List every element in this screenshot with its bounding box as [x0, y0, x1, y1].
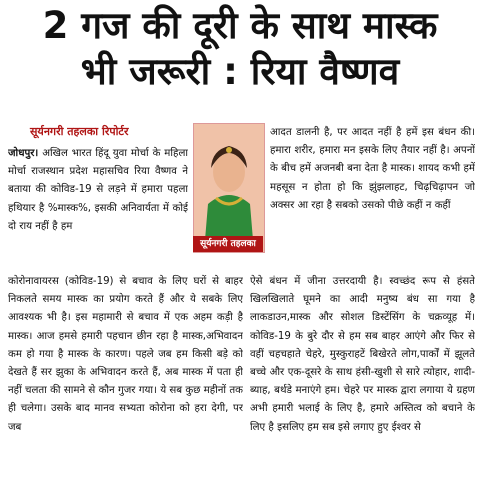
article-text-right: ऐसे बंधन में जीना उत्तरदायी है। स्वच्छंद रूप से हंसते खिलखिलाते घूमने का आदी मनुष्य बंध सा गया है लाकडाउन,मास्क और सोशल डिस्टेंसिंग के चक्रव्यूह में। कोविड-19 के बुरे दौर से हम सब बाहर आएंगे और फिर से वहीं चहचहाते चेहरे, मुस्कुराहटें बिखेरते लोग,पार्कों में झूलते बच्चे और एक-दूसरे के साथ हंसी-खुशी से सारे त्योहार, शादी-ब्याह, बर्थडे मनाएंगे हम। चेहरे पर मास्क द्वारा लगाया ये ग्रहण अभी हमारी भलाई के लिए है, हमारे अस्तित्व को बचाने के लिए है इसलिए हम सब इसे लगाए हुए ईश्वर से: [250, 276, 475, 433]
article-column-left: [8, 273, 243, 473]
photo-caption: सूर्यनगरी तहलका: [193, 236, 263, 252]
headline-line-1: 2 गज की दूरी के साथ मास्क: [42, 4, 438, 47]
dateline: जोधपुर।: [8, 148, 39, 159]
article-text-left: कोरोनावायरस (कोविड-19) से बचाव के लिए घरों से बाहर निकलते समय मास्क का प्रयोग करते हैं और ये सबके लिए आवश्यक भी है। इस महामारी से बचाव में एक अहम कड़ी है मास्क। आज हमसे हमारी पहचान छीन रहा है मास्क,अभिवादन कम हो गया है मास्क के कारण। पहले जब हम किसी बड़े को देखते हैं सर झुका के अभिवादन करते हैं, अब मास्क में पता ही नहीं चलता की सामने से कौन गुजर गया। ये सब कुछ महीनों तक ही चलेगा। उसके बाद मानव सभ्यता कोरोना को हरा देगी, पर जब: [8, 276, 243, 433]
article-column-right-top: [270, 124, 475, 272]
article-column-right: [250, 273, 475, 473]
article-column-left-top: [8, 145, 188, 273]
portrait-illustration: [194, 124, 264, 252]
article-text-right-top: आदत डालनी है, पर आदत नहीं है हमें इस बंधन की। हमारा शरीर, हमारा मन इसके लिए तैयार नहीं है। अपनों के बीच हमें अजनबी बना देता है मास्क। शायद कभी हमें महसूस न होता हो कि झुंझलाहट, चिढ़चिढ़ापन जो अक्सर आ रहा है सबको उसको पीछे कहीं न कहीं: [270, 127, 475, 211]
byline: सूर्यनगरी तहलका रिपोर्टर: [30, 125, 129, 138]
portrait-photo: [193, 123, 265, 253]
article-text-left-top: अखिल भारत हिंदू युवा मोर्चा के महिला मोर्चा राजस्थान प्रदेश महासचिव रिया वैष्णव ने बताया की कोविड-19 से लड़ने में हमारा पहला हथियार है %मास्क%, इसकी अनिवार्यता में कोई दो राय नहीं है हम: [8, 148, 188, 232]
headline-line-2: भी जरूरी : रिया वैष्णव: [80, 50, 400, 93]
